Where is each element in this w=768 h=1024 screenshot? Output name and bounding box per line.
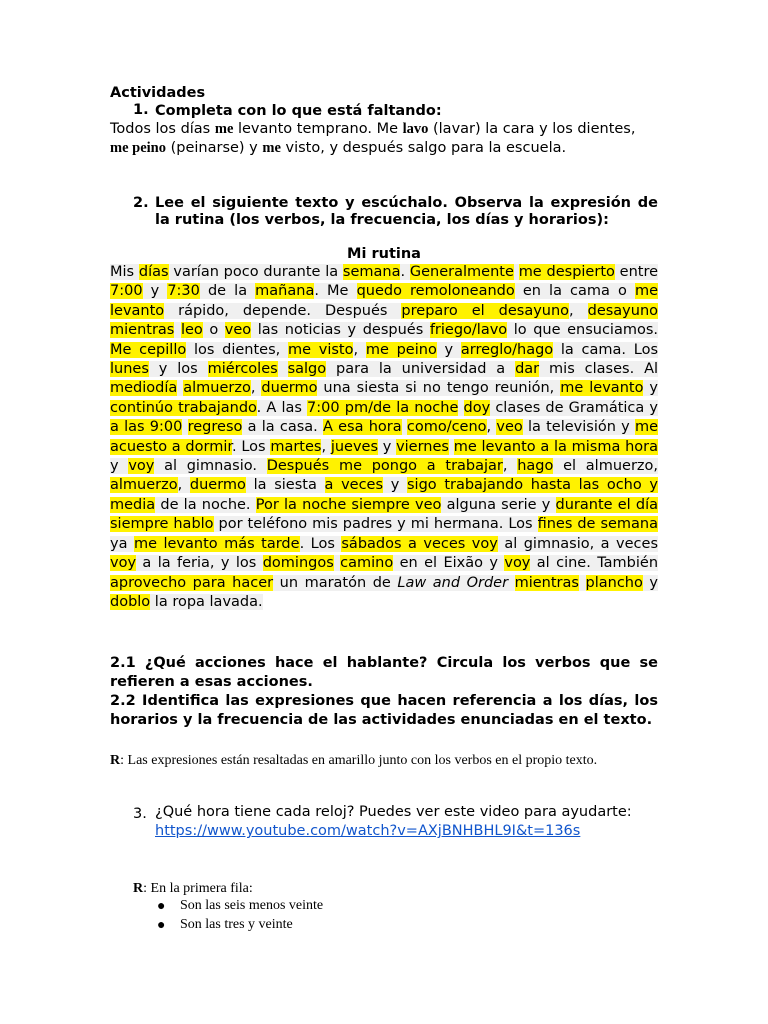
passage-segment: al cine. También [530,555,659,572]
passage-segment [182,419,187,435]
passage-segment: y [383,477,407,494]
bullet-icon: ● [157,899,166,914]
highlighted-expression: voy [504,555,531,572]
answer-1 [110,751,658,770]
passage-segment: Mis [110,264,139,280]
bullet-icon: ● [157,918,166,933]
passage-segment: , [250,380,262,397]
highlighted-expression: días [138,264,169,280]
highlighted-expression: miércoles [207,361,278,378]
highlighted-expression: me despierto [518,264,615,280]
passage-segment: por teléfono mis padres y mi hermana. Los [213,516,538,533]
q1-text-3: (lavar) la cara y los dientes, [428,121,636,137]
passage-segment: . A las [256,399,308,416]
highlighted-expression: mediodía [110,380,178,397]
q1-number: 1. [133,102,149,118]
list-item: Son las seis menos veinte [180,898,324,913]
passage-segment: y los [148,361,208,378]
q1-answer-4: me [262,140,281,156]
answer-2 [133,879,681,898]
highlighted-expression: mientras [514,574,579,591]
passage-segment: alguna serie y [441,496,556,513]
highlighted-expression: martes [270,438,322,455]
passage-segment: la televisión y [522,419,635,436]
highlighted-expression: 7:30 [167,283,200,300]
highlighted-expression: dar [515,361,540,378]
highlighted-expression: duermo [261,380,318,397]
highlighted-expression: veo [496,419,523,436]
highlighted-expression: a veces [324,477,384,494]
passage-segment: . Los [299,535,342,552]
highlighted-expression: Generalmente [409,264,514,280]
passage-segment: o [202,322,225,339]
highlighted-expression: doy [463,399,491,416]
passage-segment: ya [110,535,134,552]
passage-segment: y [643,380,658,397]
highlighted-expression: almuerzo [183,380,251,397]
highlighted-expression: sábados a veces voy [341,535,498,552]
passage-segment: la siesta [245,477,325,494]
q2-1-text: 2.1 ¿Qué acciones hace el hablante? Circula los verbos que se refieren a esas acciones. [110,655,658,691]
passage-segment: el almuerzo, [553,458,658,475]
q1-text-2: levanto temprano. Me [233,121,403,137]
q1-answer-1: me [214,121,234,137]
passage-segment: rápido, depende. Después [164,302,402,319]
q1-text-5: visto, y después salgo para la escuela. [280,140,567,156]
highlighted-expression: durante el día [555,496,659,513]
highlighted-expression: domingos [262,555,334,572]
highlighted-expression: me levanto [110,283,658,319]
highlighted-expression: leo [180,322,203,339]
highlighted-expression: me levanto más tarde [133,535,300,552]
highlighted-expression: quedo remoloneando [356,283,515,300]
passage-segment: y [110,458,129,475]
passage-segment: , [569,302,588,319]
passage-segment: clases de Gramática y [490,399,658,416]
highlighted-expression: preparo el desayuno [401,302,570,319]
highlighted-expression: a las 9:00 [110,419,183,436]
highlighted-expression: lunes [110,361,149,378]
passage-segment: una siesta si no tengo reunión, [317,380,561,397]
passage-segment: en el Eixão y [393,555,505,572]
passage-segment [508,575,515,591]
highlighted-expression: me acuesto a dormir [110,419,659,455]
q2-2-text: 2.2 Identifica las expresiones que hacen referencia a los días, los horarios y la frecuencia de las actividades enunciadas en el texto. [110,693,658,729]
passage-segment: los dientes, [186,341,288,358]
passage-segment: varían poco durante la [168,264,343,280]
q1-text-4: (peinarse) y [165,140,263,156]
highlighted-expression: duermo [189,477,246,494]
passage-segment: . Me [314,283,357,300]
highlighted-expression: 7:00 [110,283,143,300]
highlighted-expression: A esa hora [322,419,402,436]
highlighted-expression: regreso [187,419,243,436]
highlighted-expression: me peino [365,341,437,358]
q1-answer-2: lavo [402,121,429,137]
passage-segment: un maratón de [273,574,398,591]
highlighted-expression: sigo trabajando hasta las ocho y media [110,477,658,513]
highlighted-expression: viernes [396,438,449,455]
highlighted-expression: hago [517,458,554,475]
passage-segment: lo que ensuciamos. [507,322,658,339]
highlighted-expression: como/ceno [406,419,487,436]
passage-text [110,264,658,610]
passage-segment [449,439,454,455]
q3-question: ¿Qué hora tiene cada reloj? Puedes ver este video para ayudarte: [155,804,632,820]
highlighted-expression: friego/lavo [429,322,508,339]
video-link[interactable]: https://www.youtube.com/watch?v=AXjBNHBHL9I&t=136s [155,823,581,840]
highlighted-expression: continúo trabajando [110,399,257,416]
highlighted-expression: 7:00 pm/de la noche [307,399,459,416]
passage-segment: al gimnasio. [154,458,267,475]
passage-segment: y [142,283,168,300]
passage-segment: , [502,458,518,475]
highlighted-expression: almuerzo [110,477,178,494]
passage-segment: , [321,438,331,455]
q1-answer-3: me peino [110,140,166,156]
passage-segment: mis clases. Al [539,361,659,378]
highlighted-expression: Por la noche siempre veo [255,496,442,513]
passage-segment: , [177,477,190,494]
highlighted-expression: arreglo/hago [460,341,554,358]
passage-segment: y [436,341,461,358]
passage-segment: al gimnasio, a veces [497,535,658,552]
highlighted-expression: mañana [255,283,315,300]
highlighted-expression: desayuno [587,302,659,319]
passage-segment: a la casa. [242,419,323,436]
passage-segment: para la universidad a [326,361,516,378]
list-item: Son las tres y veinte [180,917,293,932]
passage-segment: . Los [232,438,271,455]
highlighted-expression: me visto [287,341,354,358]
highlighted-expression: jueves [330,438,379,455]
passage-segment: a la feria, y los [136,555,263,572]
q3-number: 3. [133,806,147,822]
passage-segment [514,264,519,280]
highlighted-expression: siempre hablo [110,516,214,533]
answer-1-text: : Las expresiones están resaltadas en amarillo junto con los verbos en el propio texto. [120,753,598,768]
reading-passage [110,263,658,612]
passage-segment: las noticias y después [251,322,430,339]
highlighted-expression: me levanto a la misma hora [453,438,658,455]
highlighted-expression: Me cepillo [110,341,187,358]
passage-segment: y [642,574,658,591]
passage-segment [579,575,586,591]
highlighted-expression: fines de semana [537,516,659,533]
highlighted-expression: veo [224,322,252,339]
passage-segment: y [378,438,397,455]
q1-text-1: Todos los días [110,121,215,137]
passage-segment: de la [199,283,256,300]
passage-segment [174,322,181,338]
highlighted-expression: voy [110,555,137,572]
section-title: Actividades [110,85,206,101]
q1-text [110,120,658,158]
passage-segment: , [486,419,497,436]
answer-1-label: R [110,753,121,768]
passage-segment [278,361,288,377]
highlighted-expression: Después me pongo a trabajar [266,458,503,475]
passage-segment: entre [614,264,659,280]
highlighted-expression: voy [128,458,155,475]
passage-segment: la ropa lavada. [150,593,263,610]
answer-2-text: : En la primera fila: [143,881,253,896]
q2-number: 2. [133,195,149,211]
highlighted-expression: aprovecho para hacer [110,574,274,591]
passage-segment: de la noche. [155,496,256,513]
answer-2-label: R [133,881,144,896]
text-title: Mi rutina [347,246,421,262]
highlighted-expression: doblo [110,593,151,610]
passage-segment: , [353,341,366,358]
highlighted-expression: camino [340,555,394,572]
q1-heading: Completa con lo que está faltando: [155,103,442,119]
passage-segment [458,400,463,416]
highlighted-expression: semana [342,264,401,280]
passage-segment: la cama. Los [553,341,658,358]
highlighted-expression: me levanto [560,380,644,397]
highlighted-expression: mientras [110,322,175,339]
passage-segment: . [400,264,410,280]
q2-heading: Lee el siguiente texto y escúchalo. Observa la expresión de la rutina (los verbos, la frecuencia, los días y horarios): [155,195,658,228]
italic-title: Law and Order [397,574,509,591]
highlighted-expression: plancho [585,574,643,591]
q3-text [155,803,658,842]
passage-segment: en la cama o [514,283,635,300]
highlighted-expression: salgo [287,361,327,378]
